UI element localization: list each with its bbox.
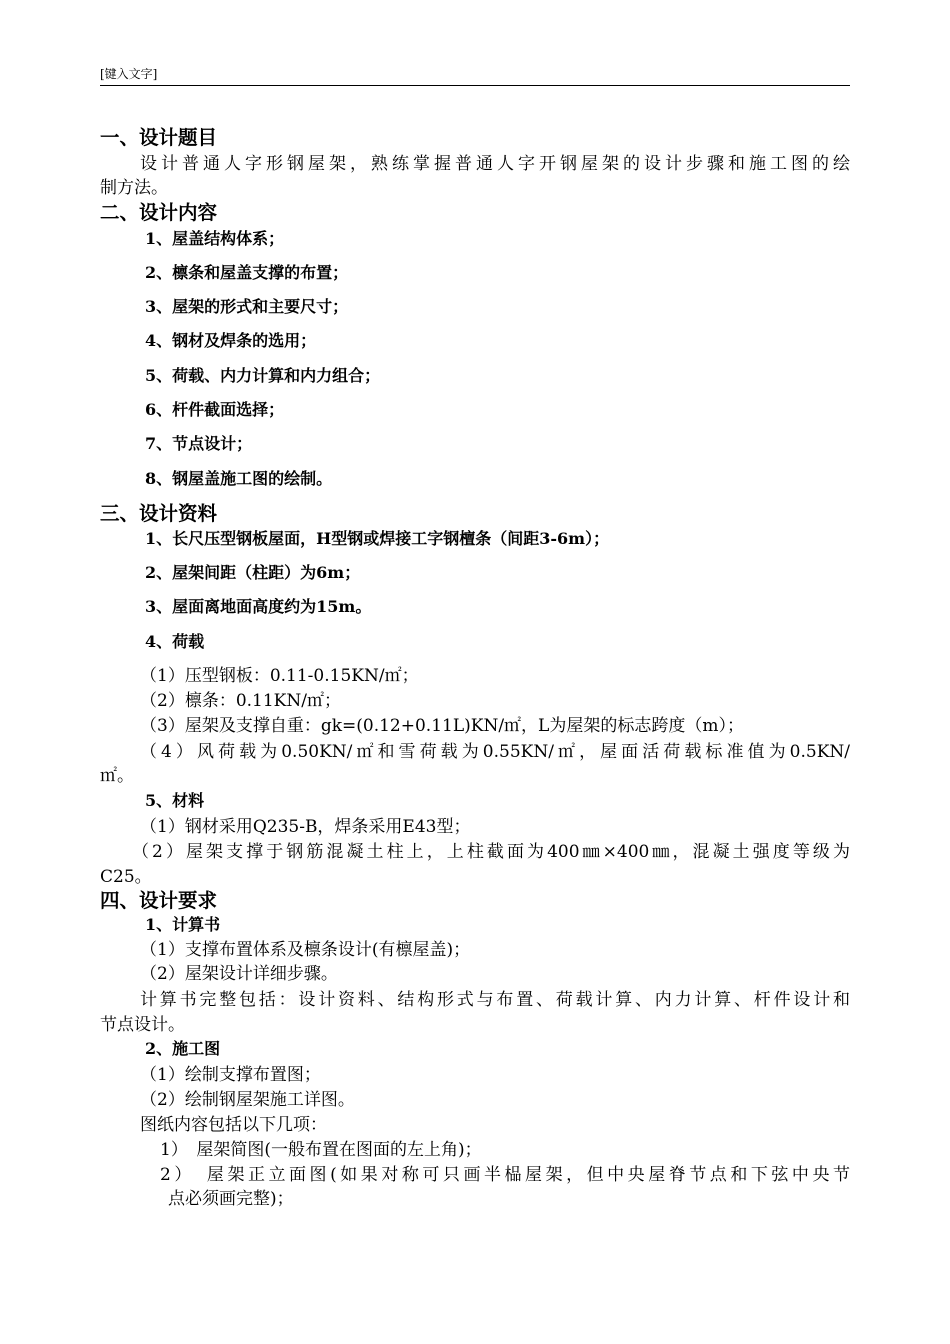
sub-item: （4）风荷载为0.50KN/㎡和雪荷载为0.55KN/㎡，屋面活荷载标准值为0.5KN/ <box>140 742 850 762</box>
list-item: 4、钢材及焊条的选用； <box>145 331 317 350</box>
sub-item: （1）绘制支撑布置图； <box>140 1065 321 1085</box>
list-item: 2、屋架间距（柱距）为6m； <box>145 563 361 582</box>
list-item: 2、檩条和屋盖支撑的布置； <box>145 263 349 282</box>
sub-item: （1）支撑布置体系及檩条设计(有檩屋盖)； <box>140 940 471 960</box>
paragraph-line: 计算书完整包括：设计资料、结构形式与布置、荷载计算、内力计算、杆件设计和 <box>140 990 850 1010</box>
page-header: [键入文字] <box>100 66 850 86</box>
sub-item-cont: C25。 <box>100 867 152 887</box>
list-item: 5、荷载、内力计算和内力组合； <box>145 366 381 385</box>
paragraph-line: 节点设计。 <box>100 1015 185 1035</box>
sub-item: （2）檩条：0.11KN/㎡； <box>140 691 341 711</box>
sub-item: （2）屋架支撑于钢筋混凝土柱上，上柱截面为400㎜×400㎜，混凝土强度等级为 <box>132 842 850 862</box>
sub-item: （3）屋架及支撑自重：gk=(0.12+0.11L)KN/㎡，L为屋架的标志跨度（m）； <box>140 716 744 736</box>
sub-item: （2）屋架设计详细步骤。 <box>140 964 338 984</box>
list-item: 3、屋面离地面高度约为15m。 <box>145 597 372 616</box>
numbered-item: 1） 屋架简图(一般布置在图面的左上角)； <box>160 1140 482 1160</box>
paragraph-line: 图纸内容包括以下几项： <box>140 1115 327 1135</box>
sub-item: （2）绘制钢屋架施工详图。 <box>140 1090 355 1110</box>
numbered-item-cont: 点必须画完整)； <box>168 1189 294 1209</box>
list-item: 2、施工图 <box>145 1039 221 1058</box>
list-item: 6、杆件截面选择； <box>145 400 285 419</box>
paragraph-line: 设计普通人字形钢屋架，熟练掌握普通人字开钢屋架的设计步骤和施工图的绘 <box>140 154 850 174</box>
list-item: 7、节点设计； <box>145 434 253 453</box>
list-item: 1、计算书 <box>145 915 221 934</box>
list-item: 8、钢屋盖施工图的绘制。 <box>145 469 333 488</box>
list-item: 5、材料 <box>145 791 205 810</box>
list-item: 1、屋盖结构体系； <box>145 229 285 248</box>
list-item: 4、荷载 <box>145 632 205 651</box>
numbered-item: 2） 屋架正立面图(如果对称可只画半榀屋架，但中央屋脊节点和下弦中央节 <box>160 1165 850 1185</box>
sub-item-cont: ㎡。 <box>100 766 134 786</box>
list-item: 3、屋架的形式和主要尺寸； <box>145 297 349 316</box>
section-heading-1: 一、设计题目 <box>100 126 218 149</box>
section-heading-4: 四、设计要求 <box>100 889 218 912</box>
sub-item: （1）压型钢板：0.11-0.15KN/㎡； <box>140 666 419 686</box>
section-heading-3: 三、设计资料 <box>100 502 218 525</box>
list-item: 1、长尺压型钢板屋面，H型钢或焊接工字钢檀条（间距3-6m）； <box>145 529 610 548</box>
paragraph-line: 制方法。 <box>100 178 168 198</box>
sub-item: （1）钢材采用Q235-B，焊条采用E43型； <box>140 817 471 837</box>
section-heading-2: 二、设计内容 <box>100 201 218 224</box>
